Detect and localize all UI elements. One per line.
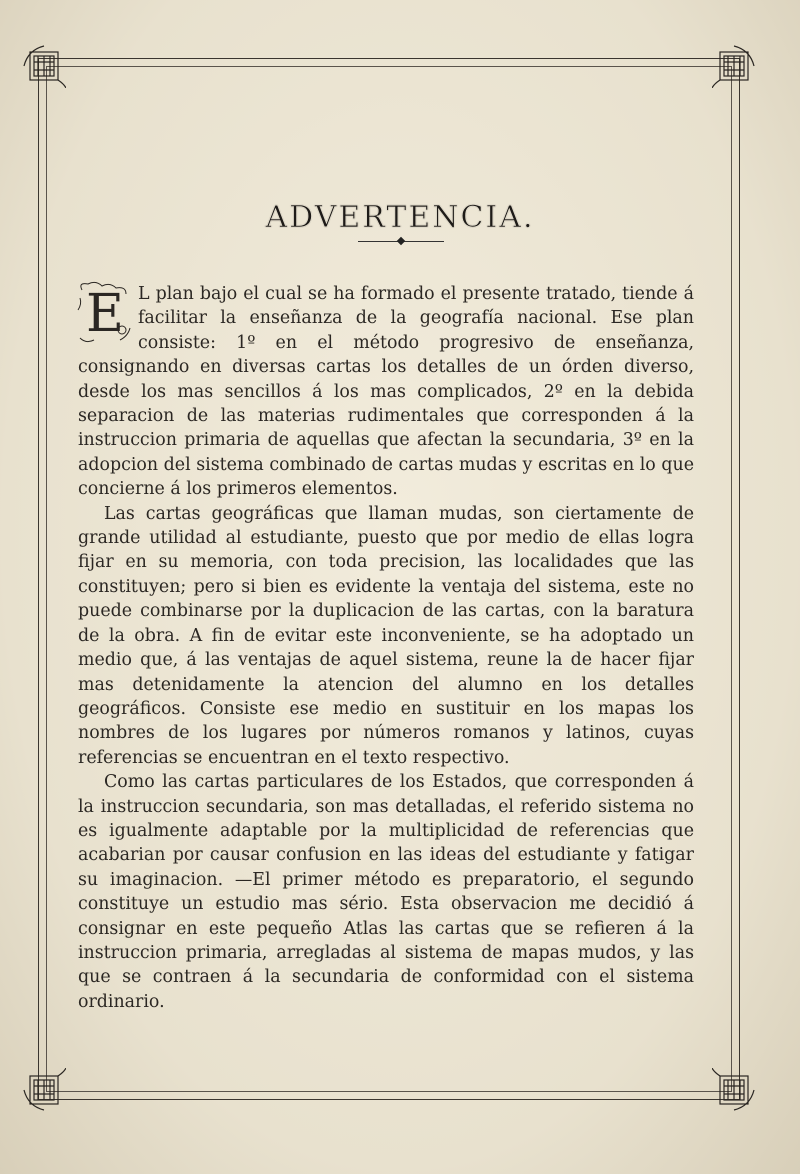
page-title: ADVERTENCIA. (265, 200, 535, 236)
ornamental-corner-icon (712, 44, 756, 88)
paragraph-1: L plan bajo el cual se ha formado el presente tratado, tiende á facilitar la enseñanza de la geografía nacional. Ese plan consiste: 1º en el método progresivo de enseñanza, consignando en diversas cartas los detalles de un órden diverso, desde los mas sencillos á los mas complicados, 2º en la debida separacion de las materias rudimentales que corresponden á la instruccion primaria de aquellas que afectan la secundaria, 3º en la adopcion del sistema combinado de cartas mudas y escritas en lo que concierne á los primeros elementos. (78, 284, 694, 500)
paragraph-3: Como las cartas particulares de los Estados, que corresponden á la instruccion secundaria, son mas detalladas, el referido sistema no es igualmente adaptable por la multiplicidad de referencias que acabarian por causar confusion en las ideas del estudiante y fatigar su imaginacion. —El primer método es preparatorio, el segundo constituye un estudio mas sério. Esta observacion me decidió á consignar en este pequeño Atlas las cartas que se refieren á la instruccion primaria, arregladas al sistema de mapas mudos, y las que se contraen á la secundaria de conformidad con el sistema ordinario. (78, 772, 694, 1012)
paragraph-2: Las cartas geográficas que llaman mudas, son ciertamente de grande utilidad al estudiante, puesto que por medio de ellas logra fijar en su memoria, con toda precision, las localidades que las constituyen; pero si bien es evidente la ventaja del sistema, este no puede combinarse por la duplicacion de las cartas, con la baratura de la obra. A fin de evitar este inconveniente, se ha adoptado un medio que, á las ventajas de aquel sistema, reune la de hacer fijar mas detenidamente la atencion del alumno en los detalles geográficos. Consiste ese medio en sustituir en los mapas los nombres de los lugares por números romanos y latinos, cuyas referencias se encuentran en el texto respectivo. (78, 503, 694, 768)
ornamental-corner-icon (22, 1068, 66, 1112)
ornamental-corner-icon (712, 1068, 756, 1112)
ornamental-corner-icon (22, 44, 66, 88)
dropcap-letter: E (86, 284, 124, 344)
body-text (78, 282, 694, 1014)
decorative-initial-icon (76, 280, 134, 346)
